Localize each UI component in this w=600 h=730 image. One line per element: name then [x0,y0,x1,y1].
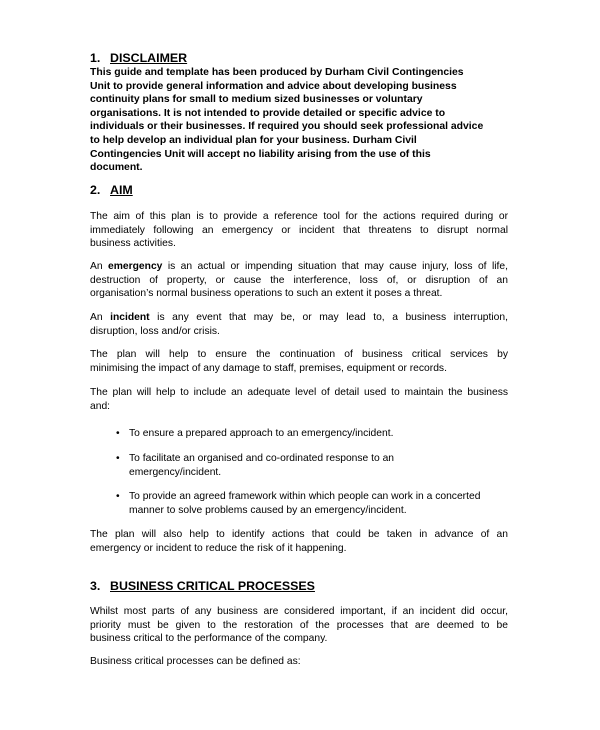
text-line: To ensure a prepared approach to an emergency/incident. [129,428,394,439]
text-line: emergency/incident. [129,466,222,478]
text-line: The plan will help to include an adequate level of detail used to maintain the business [90,387,508,398]
text-line: to help develop an individual plan for your business. Durham Civil [90,134,417,146]
aim-paragraph-6 [90,528,508,555]
text-rest: is an actual or impending situation that may cause injury, loss of life, [162,261,508,272]
bullet-text [129,490,509,517]
term-emergency: emergency [108,261,163,272]
aim-paragraph-4 [90,348,508,375]
section-title: DISCLAIMER [110,51,188,65]
text-line: priority must be given to the restoration of the processes that are deemed to be [90,619,508,631]
emergency-definition [90,260,508,301]
section-number: 2. [90,183,101,197]
text-line: To provide an agreed framework within which people can work in a concerted [129,491,481,502]
bullet-text [129,452,509,479]
text-line: The plan will help to ensure the continuation of business critical services by [90,349,508,360]
incident-definition [90,311,508,338]
text-prefix: An [90,261,109,272]
text-line: This guide and template has been produced by Durham Civil Contingencies [90,67,464,78]
text-line: Unit to provide general information and advice about developing business [90,80,457,92]
text-line: organisations. It is not intended to provide detailed or specific advice to [90,107,446,119]
text-line: and: [90,400,111,412]
heading-disclaimer [90,51,187,65]
bullet-icon: • [116,491,120,502]
text-line: Whilst most parts of any business are considered important, if an incident did occur, [90,606,508,617]
text-line: To facilitate an organised and co-ordinated response to an [129,453,395,464]
text-line: organisation’s normal business operations to such an extent it poses a threat. [90,288,443,300]
section-number: 3. [90,579,101,593]
section-number: 1. [90,51,101,65]
text-rest: is any event that may be, or may lead to, a business interruption, [149,312,508,323]
text-line: The plan will also help to identify actions that could be taken in advance of an [90,529,508,540]
disclaimer-text [90,66,510,175]
text-line: business activities. [90,238,176,250]
bcp-paragraph-1 [90,605,508,646]
text-prefix: An [90,312,111,323]
bullet-icon: • [116,453,120,464]
text-line: Contingencies Unit will accept no liability arising from the use of this [90,148,431,160]
text-line [90,311,508,325]
section-title: BUSINESS CRITICAL PROCESSES [110,579,315,593]
bcp-paragraph-2 [90,655,508,669]
text-line [90,260,508,274]
text-line: minimising the impact of any damage to staff, premises, equipment or records. [90,362,447,374]
text-line: disruption, loss and/or crisis. [90,325,220,337]
heading-aim [90,183,133,197]
bullet-icon: • [116,428,120,439]
text-line: continuity plans for small to medium sized businesses or voluntary [90,94,423,106]
bullet-text [129,427,509,441]
text-line: business critical to the performance of the company. [90,633,328,645]
heading-business-critical-processes [90,579,315,593]
text-line: immediately following an emergency or incident that threatens to disrupt normal [90,224,508,236]
term-incident: incident [110,312,150,323]
text-line: document. [90,162,143,174]
text-line: emergency or incident to reduce the risk of it happening. [90,542,347,554]
section-title: AIM [110,183,133,197]
aim-paragraph-5 [90,386,508,413]
text-line: The aim of this plan is to provide a reference tool for the actions required during or [90,211,508,222]
text-line: Business critical processes can be defined as: [90,656,301,667]
text-line: destruction of property, or cause the interference, loss of, or disruption of an [90,274,508,286]
aim-paragraph-1 [90,210,508,251]
text-line: manner to solve problems caused by an emergency/incident. [129,504,407,516]
text-line: individuals or their businesses. If required you should seek professional advice [90,121,484,133]
